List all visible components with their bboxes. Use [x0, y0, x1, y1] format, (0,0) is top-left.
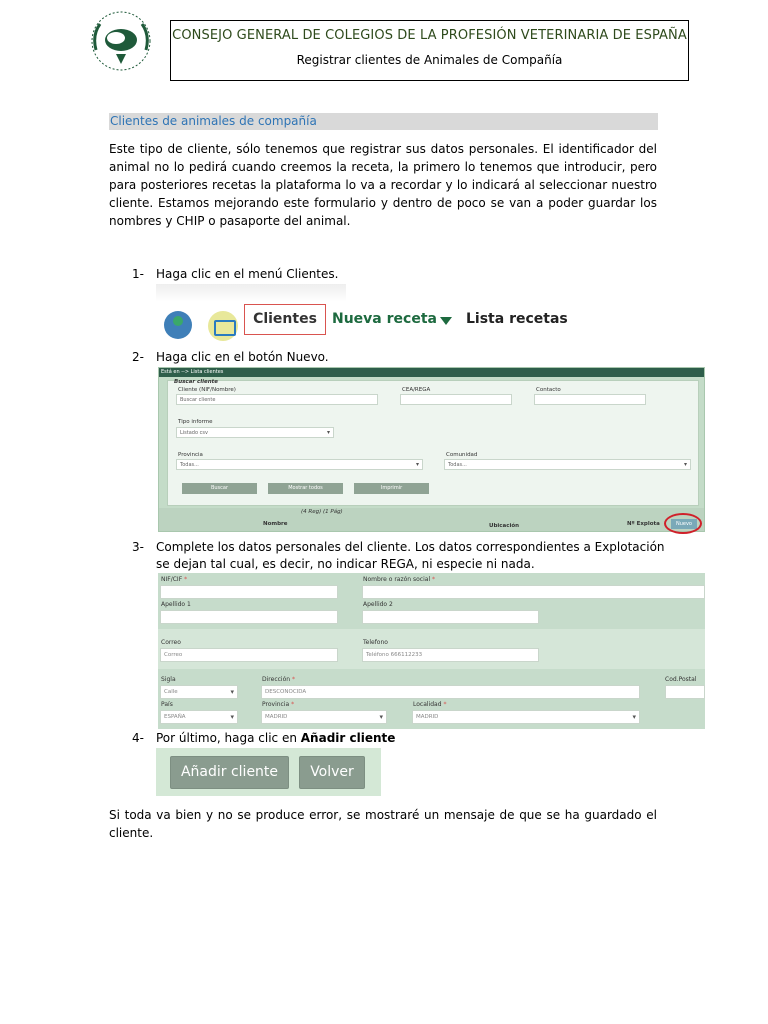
step-text: Por último, haga clic en Añadir cliente	[156, 731, 396, 745]
comunidad-label: Comunidad	[446, 452, 478, 458]
localidad-label: Localidad *	[413, 701, 447, 708]
add-client-button[interactable]: Añadir cliente	[170, 756, 289, 789]
pagination-info: (4 Reg) (1 Pág)	[301, 509, 343, 515]
back-button[interactable]: Volver	[299, 756, 365, 789]
imprimir-button[interactable]: Imprimir	[354, 483, 429, 494]
column-explota: Nº Explota	[627, 521, 660, 527]
sigla-select[interactable]: Calle ▾	[160, 685, 238, 699]
localidad-select[interactable]: MADRID ▾	[412, 710, 640, 724]
cea-label: CEA/REGA	[402, 387, 431, 393]
document-title: Registrar clientes de Animales de Compañía	[296, 53, 563, 67]
search-panel	[167, 380, 699, 506]
tipo-informe-label: Tipo informe	[178, 419, 213, 425]
menu-clientes[interactable]: Clientes	[244, 304, 326, 335]
nuevo-button[interactable]: Nuevo	[671, 519, 697, 529]
apellido2-input[interactable]	[362, 610, 539, 624]
caret-down-icon	[440, 317, 452, 325]
buttons-screenshot	[156, 748, 381, 796]
pais-label: País	[161, 701, 173, 708]
cea-input[interactable]	[400, 394, 512, 405]
menu-nueva-receta[interactable]: Nueva receta	[332, 311, 437, 327]
provincia-form-select[interactable]: MADRID ▾	[261, 710, 387, 724]
basket-icon	[208, 311, 238, 341]
provincia-form-label: Provincia *	[262, 701, 295, 708]
provincia-select[interactable]: Todas... ▾	[176, 459, 423, 470]
step-number: 3-	[132, 540, 144, 554]
user-icon	[164, 311, 192, 339]
organization-name: CONSEJO GENERAL DE COLEGIOS DE LA PROFESIÓN VETERINARIA DE ESPAÑA	[172, 28, 687, 43]
provincia-label: Provincia	[178, 452, 203, 458]
apellido1-label: Apellido 1	[161, 601, 191, 608]
cliente-search-input[interactable]: Buscar cliente	[176, 394, 378, 405]
nif-label: NIF/CIF *	[161, 576, 188, 583]
apellido2-label: Apellido 2	[363, 601, 393, 608]
contacto-label: Contacto	[536, 387, 561, 393]
nif-input[interactable]	[160, 585, 338, 599]
telefono-label: Telefono	[363, 639, 388, 646]
section-heading-bar	[109, 113, 658, 130]
menu-lista-recetas[interactable]: Lista recetas	[466, 311, 568, 327]
step-text: Haga clic en el menú Clientes.	[156, 267, 339, 281]
client-list-screenshot	[158, 367, 705, 532]
client-form-screenshot	[158, 573, 705, 729]
apellido1-input[interactable]	[160, 610, 338, 624]
breadcrumb: Está en --> Lista clientes	[159, 368, 704, 377]
cliente-label: Cliente (NIF/Nombre)	[178, 387, 236, 393]
nombre-input[interactable]	[362, 585, 705, 599]
pais-select[interactable]: ESPAÑA ▾	[160, 710, 238, 724]
sigla-label: Sigla	[161, 676, 176, 683]
menu-screenshot	[156, 284, 576, 344]
search-legend: Buscar cliente	[174, 379, 219, 385]
direccion-input[interactable]: DESCONOCIDA	[261, 685, 640, 699]
correo-label: Correo	[161, 639, 181, 646]
closing-paragraph: Si toda va bien y no se produce error, se mostraré un mensaje de que se ha guardado el cliente.	[109, 808, 657, 840]
direccion-label: Dirección *	[262, 676, 295, 683]
step-number: 4-	[132, 731, 144, 745]
buscar-button[interactable]: Buscar	[182, 483, 257, 494]
step-text: Haga clic en el botón Nuevo.	[156, 350, 329, 364]
column-nombre: Nombre	[263, 521, 288, 527]
step-number: 1-	[132, 267, 144, 281]
highlight-circle	[664, 513, 702, 534]
document-header	[170, 20, 689, 81]
codpostal-input[interactable]	[665, 685, 705, 699]
telefono-input[interactable]: Teléfono 666112233	[362, 648, 539, 662]
intro-paragraph: Este tipo de cliente, sólo tenemos que registrar sus datos personales. El identificador del animal no lo pedirá cuando creemos la receta, la primero lo tenemos que introducir, pero para posteriores recetas la plataforma lo va a recordar y lo indicará al seleccionar nuestro cliente. Estamos mejorando este formulario y dentro de poco se van a poder guardar los nombres y CHIP o pasaporte del animal.	[109, 142, 657, 228]
results-header	[159, 508, 704, 531]
mostrar-todos-button[interactable]: Mostrar todos	[268, 483, 343, 494]
tipo-informe-select[interactable]: Listado csv ▾	[176, 427, 334, 438]
column-ubicacion: Ubicación	[489, 523, 520, 529]
section-title: Clientes de animales de compañía	[110, 114, 317, 128]
step-text: Complete los datos personales del cliente. Los datos correspondientes a Explotación se dejan tal cual, es decir, no indicar REGA, ni especie ni nada.	[156, 540, 665, 571]
comunidad-select[interactable]: Todas... ▾	[444, 459, 691, 470]
correo-input[interactable]: Correo	[160, 648, 338, 662]
step-number: 2-	[132, 350, 144, 364]
codpostal-label: Cod.Postal	[665, 676, 697, 683]
contacto-input[interactable]	[534, 394, 646, 405]
organization-logo	[86, 10, 156, 72]
nombre-label: Nombre o razón social *	[363, 576, 436, 583]
